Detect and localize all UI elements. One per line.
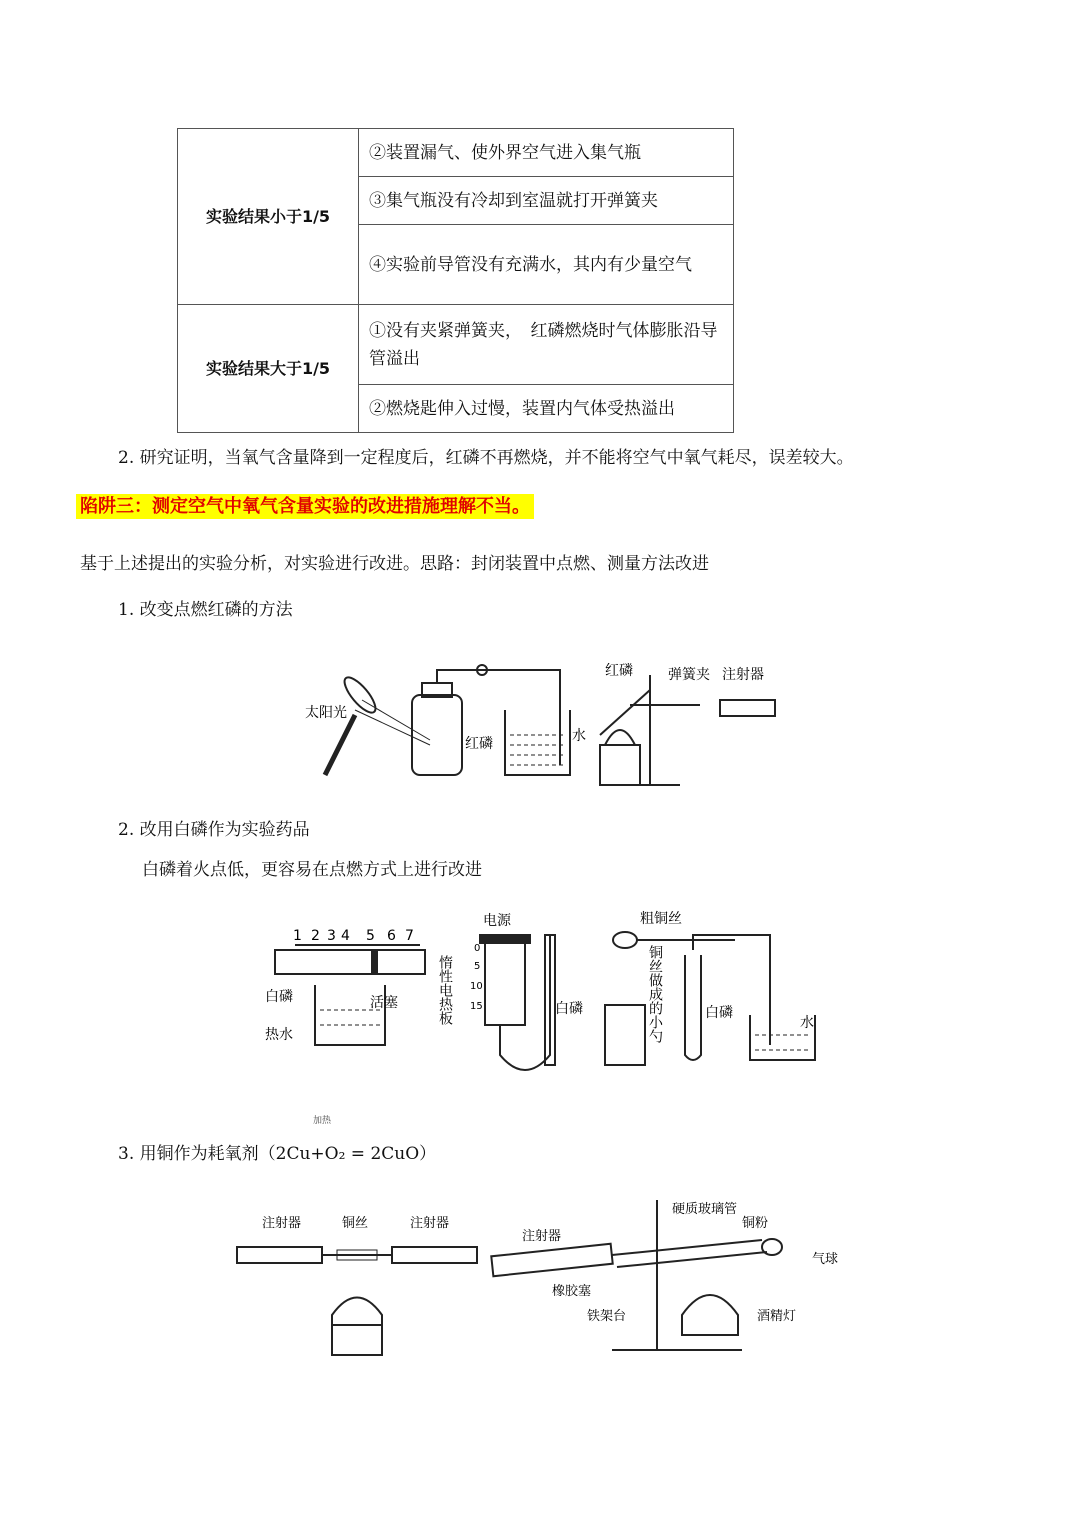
label-white-phosphorus: 白磷	[265, 989, 293, 1005]
label-white-phosphorus-3: 白磷	[705, 1005, 733, 1021]
label-copper-spoon: 铜丝做成的小勺	[647, 945, 663, 1043]
tick-5: 5	[366, 928, 375, 944]
item-1: 1. 改变点燃红磷的方法	[118, 600, 293, 620]
scale-10: 10	[470, 981, 483, 992]
label-alcohol-lamp: 酒精灯	[757, 1309, 797, 1324]
label-syringe-right: 注射器	[410, 1216, 450, 1231]
label-piston: 活塞	[370, 995, 398, 1011]
label-rubber-stopper: 橡胶塞	[552, 1284, 592, 1299]
label-iron-stand: 铁架台	[587, 1309, 627, 1324]
scale-5: 5	[474, 961, 481, 972]
label-water-2: 水	[800, 1015, 814, 1031]
label-red-phosphorus-2: 红磷	[605, 663, 633, 679]
table-cell: ②燃烧匙伸入过慢，装置内气体受热溢出	[359, 385, 734, 433]
label-sunlight: 太阳光	[305, 705, 347, 721]
tick-4: 4	[341, 928, 350, 944]
table-cell: ①没有夹紧弹簧夹， 红磷燃烧时气体膨胀沿导管溢出	[359, 305, 734, 385]
tick-7: 7	[405, 928, 414, 944]
label-balloon: 气球	[812, 1252, 839, 1267]
label-water: 水	[572, 728, 586, 744]
trap-heading: 陷阱三：测定空气中氧气含量实验的改进措施理解不当。	[76, 494, 534, 519]
label-heating-plate: 惰性电热板	[437, 955, 453, 1025]
figure-white-phosphorus	[255, 905, 820, 1085]
table-cell: ④实验前导管没有充满水，其内有少量空气	[359, 225, 734, 305]
label-syringe: 注射器	[722, 667, 764, 683]
error-analysis-table	[177, 128, 734, 433]
scale-15: 15	[470, 1001, 483, 1012]
label-copper-wire: 铜丝	[342, 1216, 369, 1231]
item-2: 2. 改用白磷作为实验药品	[118, 820, 310, 840]
label-syringe-left: 注射器	[262, 1216, 302, 1231]
label-copper-powder: 铜粉	[742, 1216, 769, 1231]
paragraph-2: 2. 研究证明，当氧气含量降到一定程度后，红磷不再燃烧，并不能将空气中氧气耗尽，误差较大。	[118, 448, 854, 468]
label-red-phosphorus: 红磷	[465, 736, 493, 752]
label-syringe-3: 注射器	[522, 1229, 562, 1244]
tick-labels	[293, 928, 414, 944]
small-caption: 加热	[313, 1116, 332, 1126]
label-white-phosphorus-2: 白磷	[555, 1001, 583, 1017]
tick-6: 6	[387, 928, 396, 944]
item-3: 3. 用铜作为耗氧剂（2Cu+O₂ = 2CuO）	[118, 1144, 437, 1164]
label-power: 电源	[483, 913, 511, 929]
table-cell: ②装置漏气、使外界空气进入集气瓶	[359, 129, 734, 177]
figure-ignition-methods	[300, 655, 780, 795]
table-header-more: 实验结果大于1/5	[178, 305, 359, 433]
table-cell: ③集气瓶没有冷却到室温就打开弹簧夹	[359, 177, 734, 225]
tick-1: 1	[293, 928, 302, 944]
figure-copper-consumer	[232, 1195, 852, 1360]
label-hard-glass-tube: 硬质玻璃管	[672, 1202, 738, 1217]
intro-text: 基于上述提出的实验分析，对实验进行改进。思路：封闭装置中点燃、测量方法改进	[80, 554, 709, 574]
tick-2: 2	[311, 928, 320, 944]
label-hot-water: 热水	[265, 1027, 293, 1043]
table-header-less: 实验结果小于1/5	[178, 129, 359, 305]
label-coarse-copper: 粗铜丝	[640, 911, 682, 927]
label-spring-clamp: 弹簧夹	[668, 667, 710, 683]
scale-0: 0	[474, 943, 481, 954]
item-2-note: 白磷着火点低，更容易在点燃方式上进行改进	[142, 860, 482, 880]
tick-3: 3	[327, 928, 336, 944]
